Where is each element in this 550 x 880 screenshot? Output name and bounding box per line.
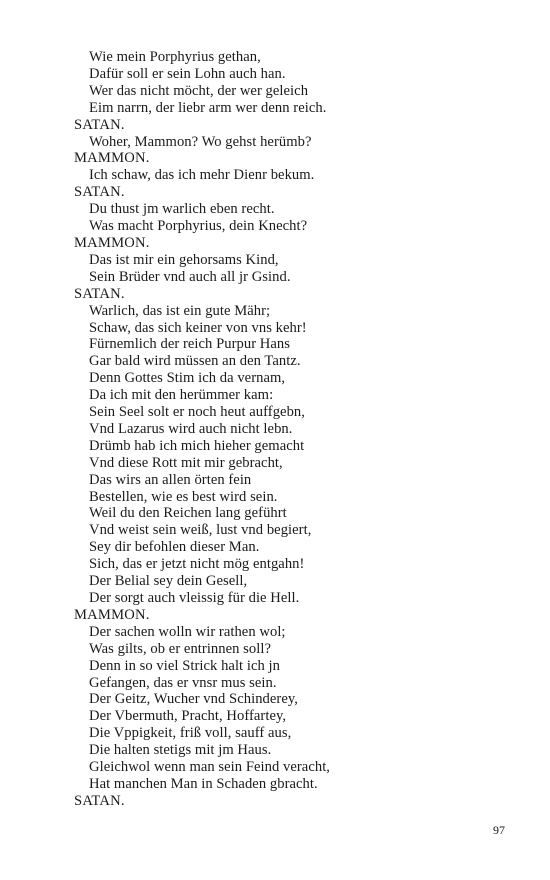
verse-line: Die halten stetigs mit jm Haus. (89, 742, 272, 759)
verse-line: Die Vppigkeit, friß voll, sauff aus, (89, 725, 292, 742)
verse-line: Sey dir befohlen dieser Man. (89, 539, 260, 556)
verse-line: Was macht Porphyrius, dein Knecht? (89, 218, 308, 235)
verse-line: Der Belial sey dein Gesell, (89, 573, 248, 590)
verse-line: Das ist mir ein gehorsams Kind, (89, 251, 279, 268)
speaker-name: SATAN. (74, 792, 125, 809)
verse-line: Gefangen, das er vnsr mus sein. (89, 674, 277, 691)
verse-line: Was gilts, ob er entrinnen soll? (89, 640, 271, 657)
verse-line: Der sachen wolln wir rathen wol; (89, 623, 286, 640)
verse-line: Vnd diese Rott mit mir gebracht, (89, 454, 283, 471)
verse-line: Sein Brüder vnd auch all jr Gsind. (89, 268, 291, 285)
verse-line: Sich, das er jetzt nicht mög entgahn! (89, 556, 305, 573)
verse-line: Schaw, das sich keiner von vns kehr! (89, 319, 307, 336)
verse-line: Weil du den Reichen lang geführt (89, 505, 287, 522)
verse-line: Der Vbermuth, Pracht, Hoffartey, (89, 708, 287, 725)
speaker-name: SATAN. (74, 116, 125, 133)
verse-line: Wer das nicht möcht, der wer geleich (89, 82, 309, 99)
verse-line: Das wirs an allen örten fein (89, 471, 252, 488)
verse-line: Sein Seel solt er noch heut auffgebn, (89, 404, 305, 421)
verse-line: Du thust jm warlich eben recht. (89, 201, 275, 218)
page-number: 97 (493, 823, 505, 837)
verse-line: Drümb hab ich mich hieher gemacht (89, 437, 305, 454)
verse-line: Vnd Lazarus wird auch nicht lebn. (89, 420, 293, 437)
verse-line: Bestellen, wie es best wird sein. (89, 488, 278, 505)
verse-line: Warlich, das ist ein gute Mähr; (89, 302, 271, 319)
verse-line: Der sorgt auch vleissig für die Hell. (89, 590, 300, 606)
play-text (74, 49, 514, 810)
verse-line: Dafür soll er sein Lohn auch han. (89, 65, 286, 82)
verse-line: Gar bald wird müssen an den Tantz. (89, 353, 301, 370)
speaker-name: SATAN. (74, 285, 125, 302)
speaker-name: MAMMON. (74, 606, 150, 623)
verse-line: Fürnemlich der reich Purpur Hans (89, 336, 290, 353)
verse-line: Ich schaw, das ich mehr Dienr bekum. (89, 167, 315, 184)
verse-line: Gleichwol wenn man sein Feind veracht, (89, 759, 331, 776)
verse-line: Woher, Mammon? Wo gehst herümb? (89, 133, 312, 150)
verse-line: Wie mein Porphyrius gethan, (89, 49, 261, 65)
verse-line: Der Geitz, Wucher vnd Schinderey, (89, 691, 298, 708)
verse-line: Eim narrn, der liebr arm wer denn reich. (89, 99, 327, 116)
verse-line: Denn Gottes Stim ich da vernam, (89, 370, 286, 387)
verse-line: Denn in so viel Strick halt ich jn (89, 657, 280, 674)
verse-line: Da ich mit den herümmer kam: (89, 387, 274, 404)
speaker-name: SATAN. (74, 184, 125, 201)
verse-line: Hat manchen Man in Schaden gbracht. (89, 775, 318, 792)
speaker-name: MAMMON. (74, 234, 150, 251)
verse-line: Vnd weist sein weiß, lust vnd begiert, (89, 522, 312, 539)
speaker-name: MAMMON. (74, 150, 150, 167)
